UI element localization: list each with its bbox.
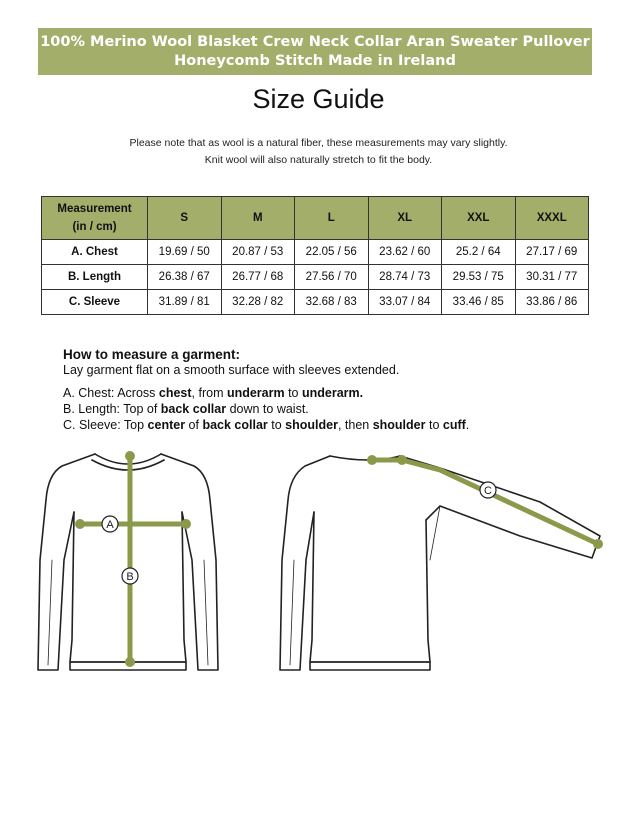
instructions-intro: Lay garment flat on a smooth surface with sleeves extended.	[63, 363, 400, 377]
table-cell: 25.2 / 64	[442, 240, 516, 265]
measurement-header-line1: Measurement	[57, 203, 132, 215]
table-cell: 22.05 / 56	[295, 240, 369, 265]
table-cell: 33.86 / 86	[515, 290, 589, 315]
size-header: XL	[368, 197, 442, 240]
table-cell: 29.53 / 75	[442, 265, 516, 290]
table-row	[42, 290, 589, 315]
back-sweater-outline	[280, 456, 600, 670]
measurement-lines	[80, 456, 598, 662]
note-line2: Knit wool will also naturally stretch to fit the body.	[204, 154, 433, 166]
product-title-line2: Honeycomb Stitch Made in Ireland	[174, 52, 456, 69]
measure-instructions	[63, 347, 469, 433]
table-cell: 23.62 / 60	[368, 240, 442, 265]
size-header: XXXL	[515, 197, 589, 240]
size-header: S	[148, 197, 222, 240]
row-label: A. Chest	[42, 240, 148, 265]
marker-c	[480, 482, 496, 498]
row-label: C. Sleeve	[42, 290, 148, 315]
garment-diagram	[0, 440, 637, 685]
marker-c-label: C	[484, 485, 492, 497]
note-line1: Please note that as wool is a natural fiber, these measurements may vary slightly.	[129, 137, 508, 149]
table-cell: 33.07 / 84	[368, 290, 442, 315]
size-header: M	[221, 197, 295, 240]
instruction-sleeve: C. Sleeve: Top center of back collar to shoulder, then shoulder to cuff.	[63, 418, 470, 432]
size-table-header-row	[42, 197, 589, 240]
table-cell: 26.77 / 68	[221, 265, 295, 290]
marker-b	[122, 568, 138, 584]
table-cell: 27.17 / 69	[515, 240, 589, 265]
instruction-length: B. Length: Top of back collar down to waist.	[63, 402, 309, 416]
product-title-line1: 100% Merino Wool Blasket Crew Neck Collar Aran Sweater Pullover	[40, 33, 590, 50]
sleeve-measure-line	[372, 460, 598, 544]
size-header: XXL	[442, 197, 516, 240]
table-cell: 27.56 / 70	[295, 265, 369, 290]
instruction-chest: A. Chest: Across chest, from underarm to underarm.	[63, 386, 364, 400]
product-title-banner	[38, 28, 592, 75]
marker-a-label: A	[106, 519, 114, 531]
marker-a	[102, 516, 118, 532]
instructions-heading: How to measure a garment:	[63, 347, 241, 362]
size-table	[41, 196, 589, 315]
table-cell: 19.69 / 50	[148, 240, 222, 265]
table-cell: 33.46 / 85	[442, 290, 516, 315]
page-title: Size Guide	[252, 84, 385, 114]
table-row	[42, 265, 589, 290]
table-cell: 28.74 / 73	[368, 265, 442, 290]
table-cell: 32.28 / 82	[221, 290, 295, 315]
table-row	[42, 240, 589, 265]
size-header: L	[295, 197, 369, 240]
measurement-endpoints	[75, 451, 603, 667]
measurement-header	[42, 197, 148, 240]
table-cell: 31.89 / 81	[148, 290, 222, 315]
table-cell: 32.68 / 83	[295, 290, 369, 315]
measurement-header-line2: (in / cm)	[72, 221, 117, 233]
table-cell: 26.38 / 67	[148, 265, 222, 290]
marker-b-label: B	[126, 571, 134, 583]
table-cell: 20.87 / 53	[221, 240, 295, 265]
row-label: B. Length	[42, 265, 148, 290]
table-cell: 30.31 / 77	[515, 265, 589, 290]
